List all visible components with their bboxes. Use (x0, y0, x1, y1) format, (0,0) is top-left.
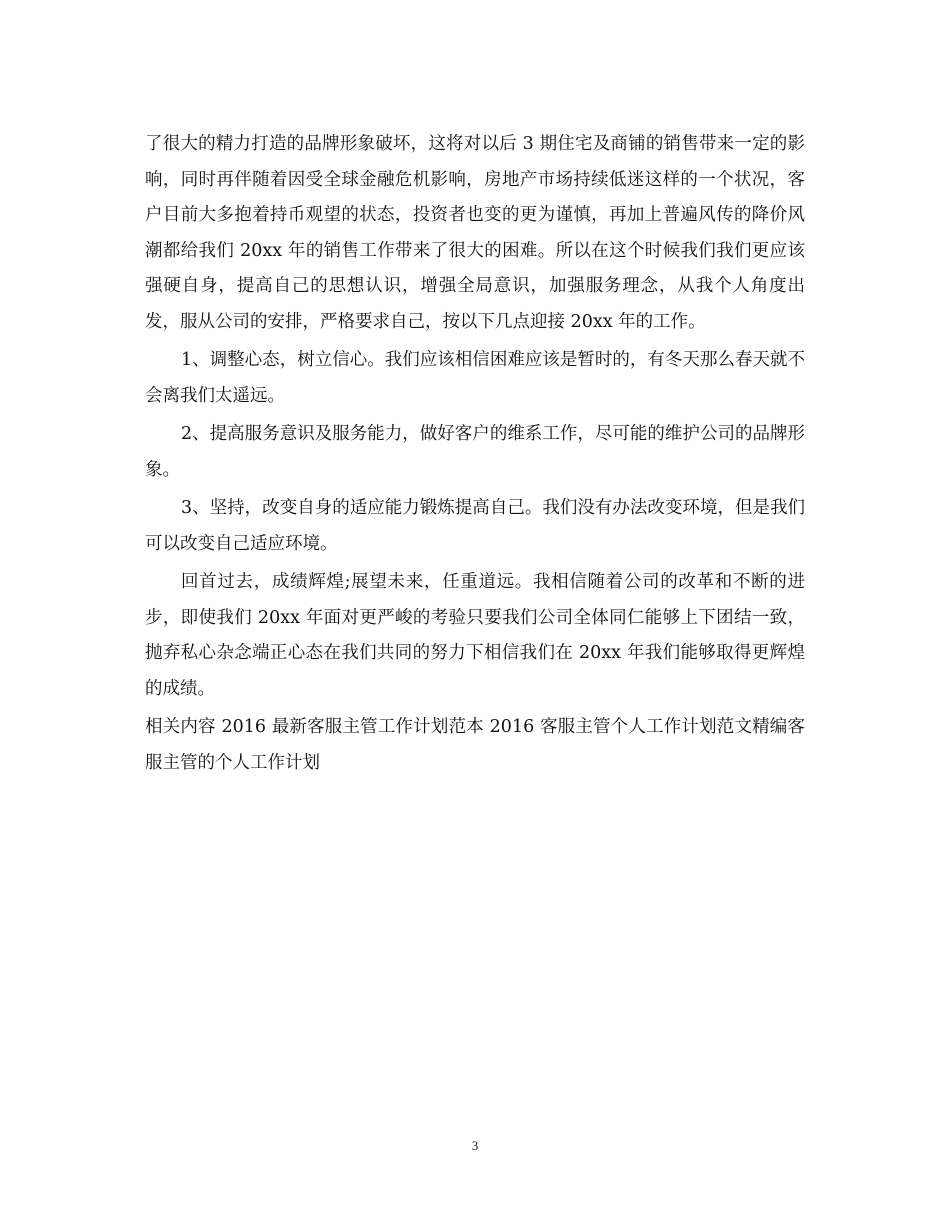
paragraph-point-2: 2、提高服务意识及服务能力，做好客户的维系工作，尽可能的维护公司的品牌形象。 (145, 424, 805, 480)
paragraph-point-1: 1、调整心态，树立信心。我们应该相信困难应该是暂时的，有冬天那么春天就不会离我们太遥远。 (145, 350, 805, 406)
document-body (145, 127, 805, 784)
related-content: 相关内容 2016 最新客服主管工作计划范本 2016 客服主管个人工作计划范文精编客服主管的个人工作计划 (145, 717, 805, 773)
paragraph-conclusion: 回首过去，成绩辉煌;展望未来，任重道远。我相信随着公司的改革和不断的进步，即使我们 20xx 年面对更严峻的考验只要我们公司全体同仁能够上下团结一致，抛弃私心杂念端正心态在我们共同的努力下相信我们在 20xx 年我们能够取得更辉煌的成绩。 (145, 572, 805, 699)
paragraph-point-3: 3、坚持，改变自身的适应能力锻炼提高自己。我们没有办法改变环境，但是我们可以改变自己适应环境。 (145, 498, 805, 554)
paragraph-intro: 了很大的精力打造的品牌形象破坏，这将对以后 3 期住宅及商铺的销售带来一定的影响，同时再伴随着因受全球金融危机影响，房地产市场持续低迷这样的一个状况，客户目前大多抱着持币观望的状态，投资者也变的更为谨慎，再加上普遍风传的降价风潮都给我们 20xx 年的销售工作带来了很大的困难。所以在这个时候我们我们更应该强硬自身，提高自己的思想认识，增强全局意识，加强服务理念，从我个人角度出发，服从公司的安排，严格要求自己，按以下几点迎接 20xx 年的工作。 (145, 134, 805, 332)
page-number: 3 (471, 1138, 479, 1153)
